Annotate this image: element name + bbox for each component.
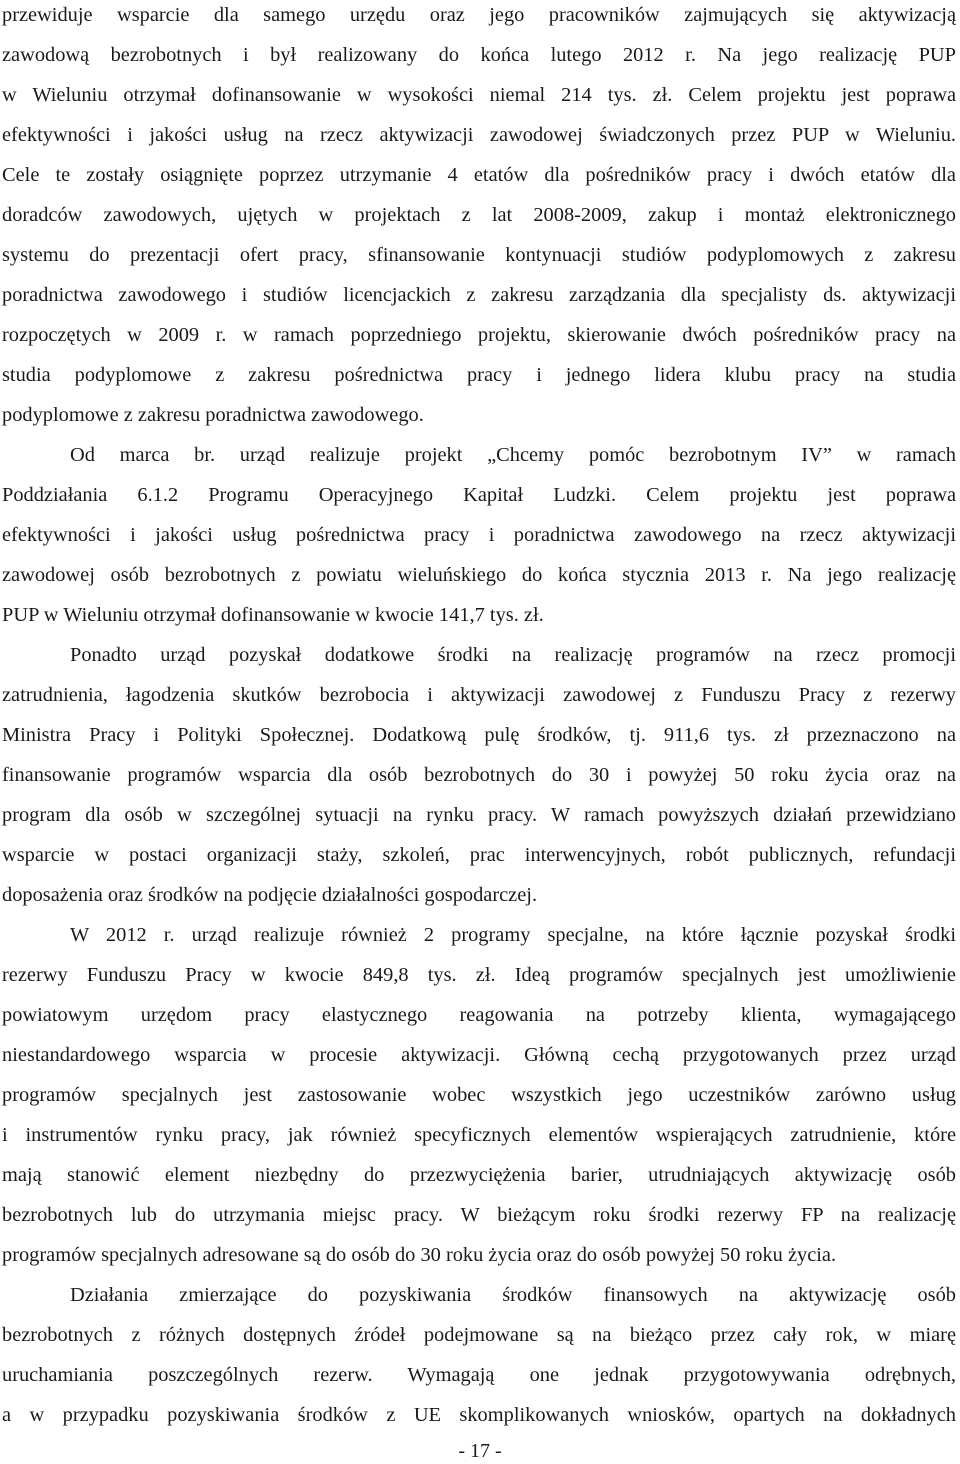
text-line: zatrudnienia, łagodzenia skutków bezrobocia i aktywizacji zawodowej z Funduszu Pracy z rezerwy: [2, 684, 956, 706]
text-line: powiatowym urzędom pracy elastycznego reagowania na potrzeby klienta, wymagającego: [2, 1004, 956, 1026]
text-line: zawodowej osób bezrobotnych z powiatu wieluńskiego do końca stycznia 2013 r. Na jego realizację: [2, 564, 956, 586]
text-line: bezrobotnych z różnych dostępnych źródeł podejmowane są na bieżąco przez cały rok, w miarę: [2, 1324, 956, 1346]
paragraph-first-line: Działania zmierzające do pozyskiwania środków finansowych na aktywizację osób: [70, 1284, 956, 1306]
text-line: Poddziałania 6.1.2 Programu Operacyjnego Kapitał Ludzki. Celem projektu jest poprawa: [2, 484, 956, 506]
text-line: mają stanowić element niezbędny do przezwyciężenia barier, utrudniających aktywizację osób: [2, 1164, 956, 1186]
paragraph-first-line: W 2012 r. urząd realizuje również 2 programy specjalne, na które łącznie pozyskał środki: [70, 924, 956, 946]
text-line: doradców zawodowych, ujętych w projektach z lat 2008-2009, zakup i montaż elektronicznego: [2, 204, 956, 226]
text-line: programów specjalnych adresowane są do osób do 30 roku życia oraz do osób powyżej 50 roku życia.: [2, 1244, 837, 1266]
text-line: Cele te zostały osiągnięte poprzez utrzymanie 4 etatów dla pośredników pracy i dwóch etatów dla: [2, 164, 956, 186]
text-line: podyplomowe z zakresu poradnictwa zawodowego.: [2, 404, 424, 426]
text-line: systemu do prezentacji ofert pracy, sfinansowanie kontynuacji studiów podyplomowych z zakresu: [2, 244, 956, 266]
text-line: finansowanie programów wsparcia dla osób bezrobotnych do 30 i powyżej 50 roku życia oraz na: [2, 764, 956, 786]
text-line: studia podyplomowe z zakresu pośrednictwa pracy i jednego lidera klubu pracy na studia: [2, 364, 956, 386]
paragraph-first-line: Od marca br. urząd realizuje projekt „Chcemy pomóc bezrobotnym IV” w ramach: [70, 444, 956, 466]
text-line: efektywności i jakości usług na rzecz aktywizacji zawodowej świadczonych przez PUP w Wieluniu.: [2, 124, 956, 146]
text-line: zawodową bezrobotnych i był realizowany do końca lutego 2012 r. Na jego realizację PUP: [2, 44, 956, 66]
text-line: bezrobotnych lub do utrzymania miejsc pracy. W bieżącym roku środki rezerwy FP na realizację: [2, 1204, 956, 1226]
text-line: doposażenia oraz środków na podjęcie działalności gospodarczej.: [2, 884, 538, 906]
paragraph-first-line: Ponadto urząd pozyskał dodatkowe środki na realizację programów na rzecz promocji: [70, 644, 956, 666]
text-line: i instrumentów rynku pracy, jak również specyficznych elementów wspierających zatrudnienie, które: [2, 1124, 956, 1146]
page-number: - 17 -: [458, 1440, 502, 1462]
text-line: Ministra Pracy i Polityki Społecznej. Dodatkową pulę środków, tj. 911,6 tys. zł przeznaczono na: [2, 724, 956, 746]
text-line: niestandardowego wsparcia w procesie aktywizacji. Główną cechą przygotowanych przez urząd: [2, 1044, 956, 1066]
text-line: programów specjalnych jest zastosowanie wobec wszystkich jego uczestników zarówno usług: [2, 1084, 956, 1106]
text-line: uruchamiania poszczególnych rezerw. Wymagają one jednak przygotowywania odrębnych,: [2, 1364, 956, 1386]
text-line: a w przypadku pozyskiwania środków z UE skomplikowanych wniosków, opartych na dokładnych: [2, 1404, 956, 1426]
text-line: PUP w Wieluniu otrzymał dofinansowanie w kwocie 141,7 tys. zł.: [2, 604, 544, 626]
text-line: w Wieluniu otrzymał dofinansowanie w wysokości niemal 214 tys. zł. Celem projektu jest poprawa: [2, 84, 956, 106]
text-line: rozpoczętych w 2009 r. w ramach poprzedniego projektu, skierowanie dwóch pośredników pracy na: [2, 324, 956, 346]
text-line: przewiduje wsparcie dla samego urzędu oraz jego pracowników zajmujących się aktywizacją: [2, 4, 956, 26]
text-line: program dla osób w szczególnej sytuacji na rynku pracy. W ramach powyższych działań przewidziano: [2, 804, 956, 826]
text-line: efektywności i jakości usług pośrednictwa pracy i poradnictwa zawodowego na rzecz aktywizacji: [2, 524, 956, 546]
text-line: rezerwy Funduszu Pracy w kwocie 849,8 tys. zł. Ideą programów specjalnych jest umożliwienie: [2, 964, 956, 986]
text-line: poradnictwa zawodowego i studiów licencjackich z zakresu zarządzania dla specjalisty ds. aktywizacji: [2, 284, 956, 306]
text-line: wsparcie w postaci organizacji staży, szkoleń, prac interwencyjnych, robót publicznych, refundacji: [2, 844, 956, 866]
